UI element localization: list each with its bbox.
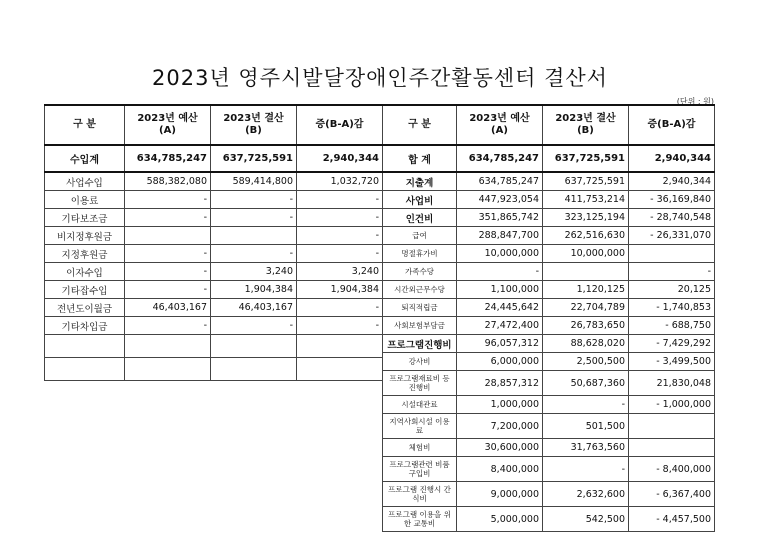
expense-row-budget: 6,000,000 xyxy=(457,353,543,371)
income-row-label: 비지정후원금 xyxy=(45,227,125,245)
income-empty-row xyxy=(45,335,383,358)
expense-row xyxy=(383,317,715,335)
expense-row xyxy=(383,353,715,371)
expense-row-label: 지출계 xyxy=(383,172,457,191)
expense-row-diff: - 3,499,500 xyxy=(629,353,715,371)
expense-row-label: 프로그램 이용을 위한 교통비 xyxy=(383,507,457,532)
income-row-budget: 46,403,167 xyxy=(125,299,211,317)
income-row-label: 전년도이월금 xyxy=(45,299,125,317)
expense-row-settlement: 10,000,000 xyxy=(543,245,629,263)
expense-row-budget: 1,000,000 xyxy=(457,396,543,414)
expense-row-diff: 2,940,344 xyxy=(629,172,715,191)
expense-row-label: 가족수당 xyxy=(383,263,457,281)
expense-row-label: 시간외근무수당 xyxy=(383,281,457,299)
income-row xyxy=(45,263,383,281)
expense-row-diff: - 36,169,840 xyxy=(629,191,715,209)
expense-row-settlement: 411,753,214 xyxy=(543,191,629,209)
income-total-budget: 634,785,247 xyxy=(125,145,211,172)
income-row xyxy=(45,172,383,191)
unit-label: (단위 : 원) xyxy=(676,97,714,106)
expense-row xyxy=(383,335,715,353)
income-row xyxy=(45,299,383,317)
page-title: 2023년 영주시발달장애인주간활동센터 결산서 xyxy=(152,66,608,90)
expense-row xyxy=(383,457,715,482)
settlement-sheet xyxy=(44,104,715,528)
income-row-diff: - xyxy=(297,191,383,209)
income-row-budget: - xyxy=(125,281,211,299)
expense-row xyxy=(383,191,715,209)
expense-row-label: 퇴직적립금 xyxy=(383,299,457,317)
expense-row-label: 체험비 xyxy=(383,439,457,457)
income-row-budget: - xyxy=(125,209,211,227)
expense-row-budget: 28,857,312 xyxy=(457,371,543,396)
expense-row xyxy=(383,414,715,439)
income-total-label: 수입계 xyxy=(45,145,125,172)
expense-row-diff xyxy=(629,439,715,457)
expense-row-diff: - 6,367,400 xyxy=(629,482,715,507)
expense-row-label: 사업비 xyxy=(383,191,457,209)
expense-row-settlement: 2,632,600 xyxy=(543,482,629,507)
expense-table xyxy=(382,104,715,532)
expense-row xyxy=(383,396,715,414)
expense-row xyxy=(383,172,715,191)
income-row-settlement: - xyxy=(211,317,297,335)
expense-row-label: 프로그램관련 비품구입비 xyxy=(383,457,457,482)
expense-row-settlement: 323,125,194 xyxy=(543,209,629,227)
expense-row-label: 급여 xyxy=(383,227,457,245)
expense-row-diff: - 1,000,000 xyxy=(629,396,715,414)
expense-row-settlement: - xyxy=(543,396,629,414)
income-row-settlement: - xyxy=(211,245,297,263)
expense-row-diff: 20,125 xyxy=(629,281,715,299)
expense-category-header: 구 분 xyxy=(383,105,457,145)
income-row-settlement xyxy=(211,227,297,245)
expense-diff-header: 증(B-A)감 xyxy=(629,105,715,145)
expense-row-settlement: 22,704,789 xyxy=(543,299,629,317)
income-row xyxy=(45,245,383,263)
income-row-budget: - xyxy=(125,263,211,281)
income-total-row xyxy=(45,145,383,172)
income-total-settlement: 637,725,591 xyxy=(211,145,297,172)
expense-row-budget: 1,100,000 xyxy=(457,281,543,299)
income-row-label: 사업수입 xyxy=(45,172,125,191)
expense-row-diff: - xyxy=(629,263,715,281)
income-row-diff: - xyxy=(297,299,383,317)
expense-row-budget: 8,400,000 xyxy=(457,457,543,482)
expense-row-label: 시설대관료 xyxy=(383,396,457,414)
expense-row-budget: 288,847,700 xyxy=(457,227,543,245)
expense-row xyxy=(383,281,715,299)
expense-row-diff: 21,830,048 xyxy=(629,371,715,396)
income-row-diff: - xyxy=(297,227,383,245)
expense-row xyxy=(383,482,715,507)
expense-row-settlement: 501,500 xyxy=(543,414,629,439)
income-row-diff: 1,032,720 xyxy=(297,172,383,191)
income-row-budget xyxy=(125,227,211,245)
income-category-header: 구 분 xyxy=(45,105,125,145)
income-row-budget: - xyxy=(125,191,211,209)
expense-row-diff: - 4,457,500 xyxy=(629,507,715,532)
expense-total-budget: 634,785,247 xyxy=(457,145,543,172)
expense-row-budget: 7,200,000 xyxy=(457,414,543,439)
expense-row-budget: 96,057,312 xyxy=(457,335,543,353)
income-diff-header: 증(B-A)감 xyxy=(297,105,383,145)
income-row-settlement: 1,904,384 xyxy=(211,281,297,299)
income-row-budget: - xyxy=(125,245,211,263)
expense-row-budget: 351,865,742 xyxy=(457,209,543,227)
income-row-label: 이용료 xyxy=(45,191,125,209)
income-row xyxy=(45,227,383,245)
expense-row-diff: - 28,740,548 xyxy=(629,209,715,227)
expense-row-budget: 5,000,000 xyxy=(457,507,543,532)
income-row-label: 기타차입금 xyxy=(45,317,125,335)
income-row-diff: - xyxy=(297,245,383,263)
income-row-settlement: 46,403,167 xyxy=(211,299,297,317)
income-row-settlement: 3,240 xyxy=(211,263,297,281)
expense-row-budget: 634,785,247 xyxy=(457,172,543,191)
income-row xyxy=(45,317,383,335)
income-row-diff: 3,240 xyxy=(297,263,383,281)
income-row-diff: 1,904,384 xyxy=(297,281,383,299)
expense-total-settlement: 637,725,591 xyxy=(543,145,629,172)
expense-row-label: 사회보험부담금 xyxy=(383,317,457,335)
expense-row-label: 명절휴가비 xyxy=(383,245,457,263)
expense-row-budget: 24,445,642 xyxy=(457,299,543,317)
expense-row-settlement: 50,687,360 xyxy=(543,371,629,396)
expense-row-settlement: 26,783,650 xyxy=(543,317,629,335)
expense-row-settlement: 262,516,630 xyxy=(543,227,629,245)
expense-row-settlement xyxy=(543,263,629,281)
expense-row-settlement: 88,628,020 xyxy=(543,335,629,353)
expense-row-settlement: 31,763,560 xyxy=(543,439,629,457)
income-row-settlement: - xyxy=(211,191,297,209)
expense-row-label: 프로그램재료비 등 진행비 xyxy=(383,371,457,396)
income-row-label: 지정후원금 xyxy=(45,245,125,263)
expense-row-diff: - 688,750 xyxy=(629,317,715,335)
income-row-label: 기타보조금 xyxy=(45,209,125,227)
expense-total-label: 합 계 xyxy=(383,145,457,172)
expense-budget-header: 2023년 예산 (A) xyxy=(457,105,543,145)
expense-row-diff: - 26,331,070 xyxy=(629,227,715,245)
expense-total-diff: 2,940,344 xyxy=(629,145,715,172)
expense-row xyxy=(383,263,715,281)
income-settlement-header: 2023년 결산 (B) xyxy=(211,105,297,145)
expense-total-row xyxy=(383,145,715,172)
expense-row xyxy=(383,299,715,317)
expense-row-settlement: 2,500,500 xyxy=(543,353,629,371)
expense-row-settlement: 1,120,125 xyxy=(543,281,629,299)
expense-settlement-header: 2023년 결산 (B) xyxy=(543,105,629,145)
income-row-budget: - xyxy=(125,317,211,335)
expense-row-budget: 30,600,000 xyxy=(457,439,543,457)
income-row xyxy=(45,209,383,227)
income-row xyxy=(45,281,383,299)
expense-row-diff xyxy=(629,245,715,263)
income-row-label: 이자수입 xyxy=(45,263,125,281)
income-row-diff: - xyxy=(297,317,383,335)
income-row-budget: 588,382,080 xyxy=(125,172,211,191)
expense-row xyxy=(383,209,715,227)
expense-row-diff: - 8,400,000 xyxy=(629,457,715,482)
income-budget-header: 2023년 예산 (A) xyxy=(125,105,211,145)
expense-row-budget: - xyxy=(457,263,543,281)
income-row-settlement: - xyxy=(211,209,297,227)
expense-row xyxy=(383,507,715,532)
expense-row-label: 인건비 xyxy=(383,209,457,227)
expense-row-label: 프로그램 진행시 간식비 xyxy=(383,482,457,507)
expense-row-settlement: 637,725,591 xyxy=(543,172,629,191)
expense-row-diff: - 1,740,853 xyxy=(629,299,715,317)
income-row-settlement: 589,414,800 xyxy=(211,172,297,191)
expense-row-budget: 447,923,054 xyxy=(457,191,543,209)
income-row xyxy=(45,191,383,209)
expense-row xyxy=(383,227,715,245)
expense-row-settlement: 542,500 xyxy=(543,507,629,532)
expense-row xyxy=(383,371,715,396)
income-header-row xyxy=(45,105,383,145)
expense-row-budget: 27,472,400 xyxy=(457,317,543,335)
income-row-label: 기타잡수입 xyxy=(45,281,125,299)
expense-row xyxy=(383,245,715,263)
expense-row-label: 지역사회시설 이용료 xyxy=(383,414,457,439)
income-total-diff: 2,940,344 xyxy=(297,145,383,172)
expense-row-budget: 9,000,000 xyxy=(457,482,543,507)
expense-row-diff: - 7,429,292 xyxy=(629,335,715,353)
expense-row-diff xyxy=(629,414,715,439)
income-empty-row xyxy=(45,358,383,381)
income-row-diff: - xyxy=(297,209,383,227)
expense-row xyxy=(383,439,715,457)
expense-header-row xyxy=(383,105,715,145)
income-table xyxy=(44,104,383,381)
expense-row-label: 강사비 xyxy=(383,353,457,371)
expense-row-budget: 10,000,000 xyxy=(457,245,543,263)
expense-row-settlement: - xyxy=(543,457,629,482)
expense-row-label: 프로그램진행비 xyxy=(383,335,457,353)
